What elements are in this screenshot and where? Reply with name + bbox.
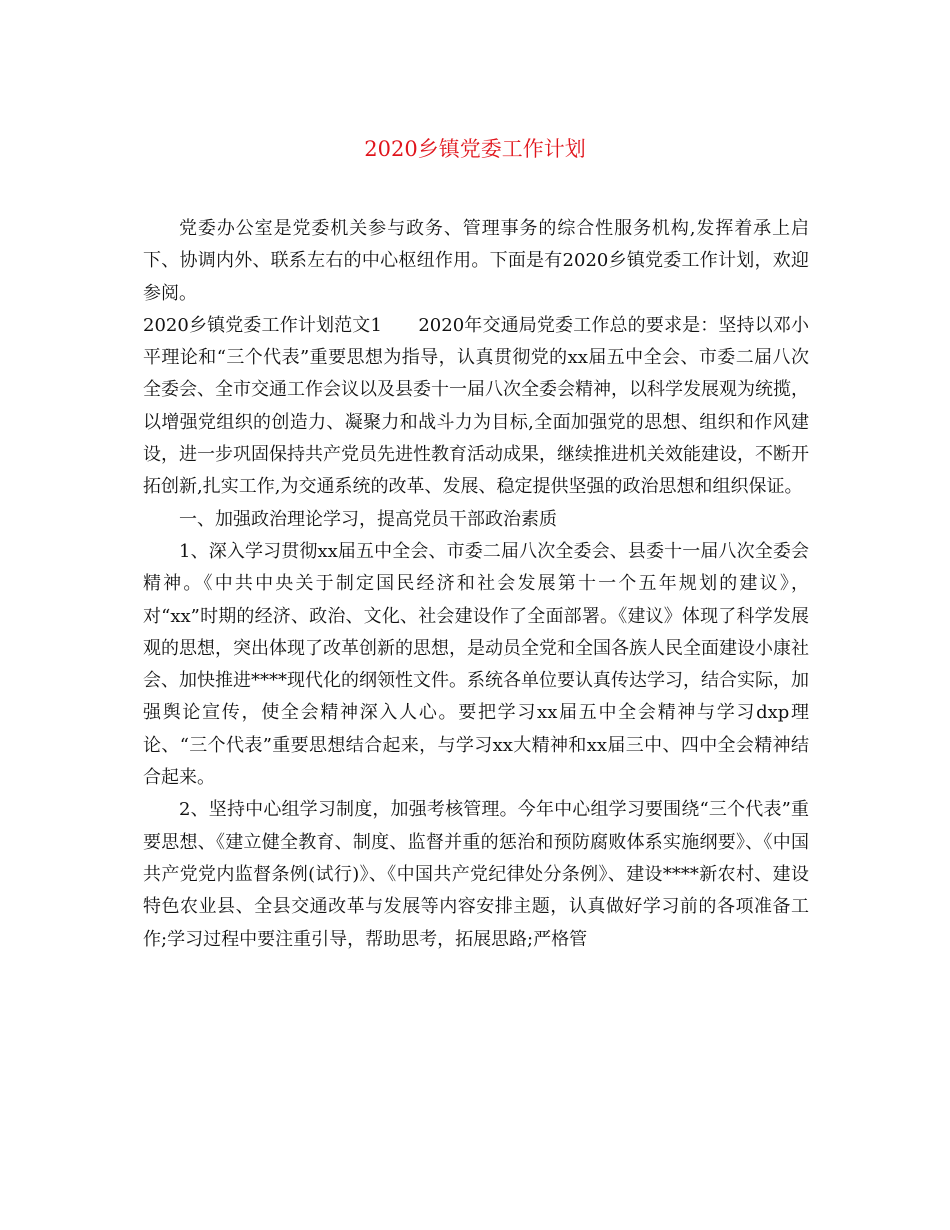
- item-1-paragraph: 1、深入学习贯彻xx届五中全会、市委二届八次全委会、县委十一届八次全委会精神。《中共中央关于制定国民经济和社会发展第十一个五年规划的建议》，对“xx”时期的经济、政治、文化、社会建设作了全面部署。《建议》体现了科学发展观的思想，突出体现了改革创新的思想，是动员全党和全国各族人民全面建设小康社会、加快推进****现代化的纲领性文件。系统各单位要认真传达学习，结合实际，加强舆论宣传，使全会精神深入人心。要把学习xx届五中全会精神与学习dxp理论、“三个代表”重要思想结合起来，与学习xx大精神和xx届三中、四中全会精神结合起来。: [143, 540, 809, 789]
- document-body: [143, 213, 809, 956]
- sample-heading-paragraph: 2020乡镇党委工作计划范文1 2020年交通局党委工作总的要求是：坚持以邓小平理论和“三个代表”重要思想为指导，认真贯彻党的xx届五中全会、市委二届八次全委会、全市交通工作会议以及县委十一届八次全委会精神，以科学发展观为统揽，以增强党组织的创造力、凝聚力和战斗力为目标,全面加强党的思想、组织和作风建设，进一步巩固保持共产党员先进性教育活动成果，继续推进机关效能建设，不断开拓创新,扎实工作,为交通系统的改革、发展、稳定提供坚强的政治思想和组织保证。: [143, 314, 809, 498]
- item-2-paragraph: 2、坚持中心组学习制度，加强考核管理。今年中心组学习要围绕“三个代表”重要思想、《建立健全教育、制度、监督并重的惩治和预防腐败体系实施纲要》、《中国共产党党内监督条例(试行)》、《中国共产党纪律处分条例》、建设****新农村、建设特色农业县、全县交通改革与发展等内容安排主题，认真做好学习前的各项准备工作;学习过程中要注重引导，帮助思考，拓展思路;严格管: [143, 799, 809, 950]
- document-title: 2020乡镇党委工作计划: [364, 137, 586, 161]
- section-heading: 一、加强政治理论学习，提高党员干部政治素质: [179, 508, 557, 530]
- intro-paragraph: 党委办公室是党委机关参与政务、管理事务的综合性服务机构,发挥着承上启下、协调内外、联系左右的中心枢纽作用。下面是有2020乡镇党委工作计划，欢迎参阅。: [143, 218, 809, 304]
